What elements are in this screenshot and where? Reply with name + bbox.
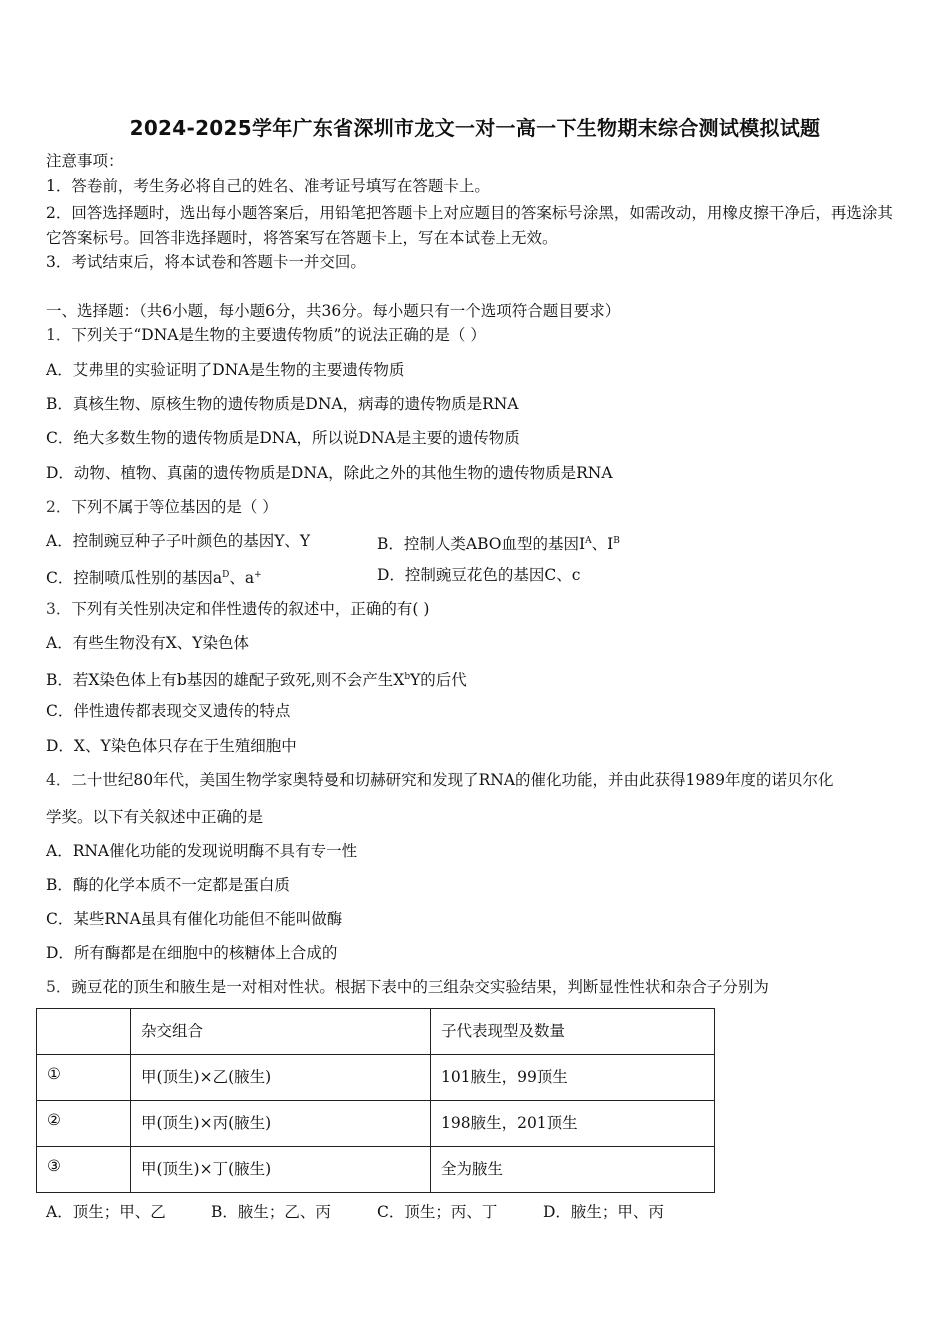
q4-option-b: B．酶的化学本质不一定都是蛋白质: [46, 876, 290, 894]
q2-option-b: B．控制人类ABO血型的基因$I^A$、$I^B$: [377, 535, 620, 553]
q4-option-c: C．某些RNA虽具有催化功能但不能叫做酶: [46, 910, 343, 928]
q4-option-d: D．所有酶都是在细胞中的核糖体上合成的: [46, 944, 338, 962]
question-4: [46, 770, 833, 790]
note-item-1: 1．答卷前，考生务必将自己的姓名、准考证号填写在答题卡上。: [46, 177, 490, 195]
q5-option-b: B．腋生；乙、丙: [211, 1203, 331, 1221]
question-stem-line-2: 学奖。以下有关叙述中正确的是: [46, 808, 264, 826]
question-stem: 下列关于“DNA是生物的主要遗传物质”的说法正确的是（ ）: [71, 326, 486, 344]
q2-option-c: C．控制喷瓜性别的基因$a^D$、a+: [46, 569, 262, 587]
q2-option-d: D．控制豌豆花色的基因C、c: [377, 566, 581, 584]
q2-option-a: A．控制豌豆种子子叶颜色的基因Y、Y: [46, 532, 311, 550]
q3-option-a: A．有些生物没有X、Y染色体: [46, 634, 249, 652]
question-stem-line-1: 二十世纪80年代，美国生物学家奥特曼和切赫研究和发现了RNA的催化功能，并由此获得1989年度的诺贝尔化: [71, 771, 834, 789]
q5-option-c: C．顶生；丙、丁: [377, 1203, 498, 1221]
q1-option-b: B．真核生物、原核生物的遗传物质是DNA，病毒的遗传物质是RNA: [46, 395, 519, 413]
q3-option-d: D．X、Y染色体只存在于生殖细胞中: [46, 737, 297, 755]
question-2: [46, 497, 278, 517]
q3-option-c: C．伴性遗传都表现交叉遗传的特点: [46, 702, 291, 720]
table-cell: 甲(顶生)×丙(腋生): [131, 1101, 431, 1147]
table-header-cell: 杂交组合: [131, 1009, 431, 1055]
question-1: [46, 325, 486, 345]
q2-option-row-1: [46, 531, 310, 551]
table-cell: ②: [37, 1101, 131, 1147]
q5-option-a: A．顶生；甲、乙: [46, 1203, 166, 1221]
page-title: 2024-2025学年广东省深圳市龙文一对一高一下生物期末综合测试模拟试题: [129, 116, 821, 140]
question-number: 2．: [46, 498, 72, 516]
question-number: 3．: [46, 600, 72, 618]
question-number: 4．: [46, 771, 72, 789]
table-header-cell: [37, 1009, 131, 1055]
section-heading: 一、选择题：（共6小题，每小题6分，共36分。每小题只有一个选项符合题目要求）: [46, 302, 621, 320]
q4-option-a: A．RNA催化功能的发现说明酶不具有专一性: [46, 842, 358, 860]
note-item-2: 2．回答选择题时，选出每小题答案后，用铅笔把答题卡上对应题目的答案标号涂黑，如需改动，用橡皮擦干净后，再选涂其它答案标号。回答非选择题时，将答案写在答题卡上，写在本试卷上无效。: [46, 204, 893, 247]
table-header-cell: 子代表现型及数量: [431, 1009, 715, 1055]
table-cell: 198腋生，201顶生: [431, 1101, 715, 1147]
table-row: [37, 1055, 715, 1101]
table-cell: 101腋生，99顶生: [431, 1055, 715, 1101]
table-cell: ③: [37, 1147, 131, 1193]
note-item-3: 3．考试结束后，将本试卷和答题卡一并交回。: [46, 253, 366, 271]
q1-option-d: D．动物、植物、真菌的遗传物质是DNA，除此之外的其他生物的遗传物质是RNA: [46, 464, 613, 482]
question-number: 5．: [46, 978, 72, 996]
q1-option-c: C．绝大多数生物的遗传物质是DNA，所以说DNA是主要的遗传物质: [46, 429, 520, 447]
table-row: [37, 1101, 715, 1147]
question-3: [46, 599, 429, 619]
question-stem: 下列有关性别决定和伴性遗传的叙述中，正确的有( ): [71, 600, 430, 618]
table-cell: 甲(顶生)×丁(腋生): [131, 1147, 431, 1193]
cross-results-table: [36, 1008, 715, 1193]
q1-option-a: A．艾弗里的实验证明了DNA是生物的主要遗传物质: [46, 361, 405, 379]
q5-option-d: D．腋生；甲、丙: [543, 1203, 664, 1221]
q3-option-b: B．若X染色体上有b基因的雄配子致死,则不会产生$X^bY$的后代: [46, 671, 467, 689]
question-number: 1．: [46, 326, 72, 344]
table-row: [37, 1147, 715, 1193]
notes-heading: 注意事项：: [46, 152, 124, 170]
table-cell: 甲(顶生)×乙(腋生): [131, 1055, 431, 1101]
table-header-row: [37, 1009, 715, 1055]
q5-options: [46, 1202, 664, 1222]
table-cell: ①: [37, 1055, 131, 1101]
question-stem: 下列不属于等位基因的是（ ）: [71, 498, 278, 516]
question-stem: 豌豆花的顶生和腋生是一对相对性状。根据下表中的三组杂交实验结果，判断显性性状和杂合子分别为: [71, 978, 769, 996]
table-cell: 全为腋生: [431, 1147, 715, 1193]
question-5: [46, 977, 769, 997]
